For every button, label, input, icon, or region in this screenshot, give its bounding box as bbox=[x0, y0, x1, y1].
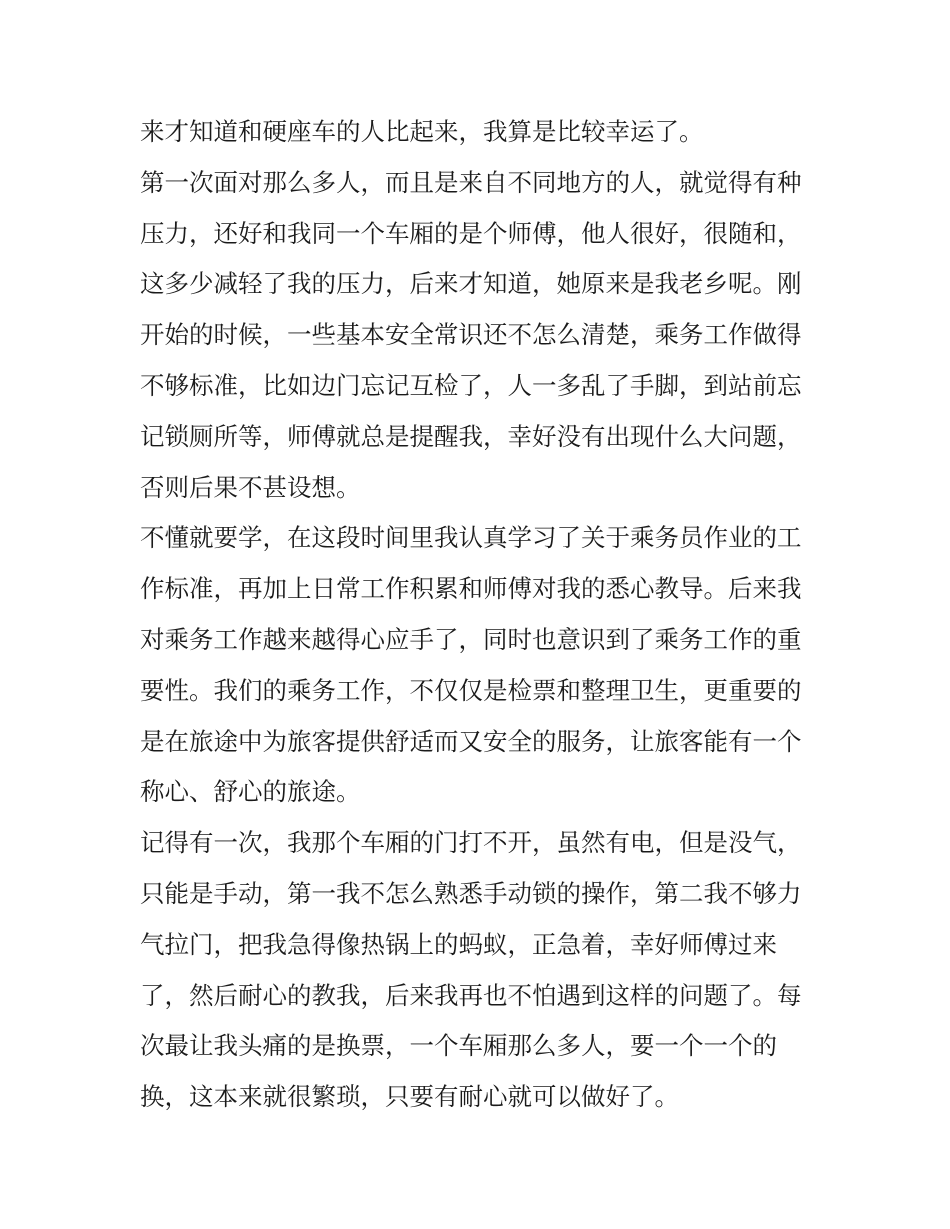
text-line: 对乘务工作越来越得心应手了，同时也意识到了乘务工作的重 bbox=[140, 624, 802, 654]
text-line: 记锁厕所等，师傅就总是提醒我，幸好没有出现什么大问题， bbox=[140, 421, 802, 451]
text-line: 换，这本来就很繁琐，只要有耐心就可以做好了。 bbox=[140, 1082, 679, 1112]
text-line: 作标准，再加上日常工作积累和师傅对我的悉心教导。后来我 bbox=[140, 574, 802, 604]
text-line: 了，然后耐心的教我，后来我再也不怕遇到这样的问题了。每 bbox=[140, 980, 802, 1010]
text-line: 开始的时候，一些基本安全常识还不怎么清楚，乘务工作做得 bbox=[140, 320, 802, 350]
text-line: 是在旅途中为旅客提供舒适而又安全的服务，让旅客能有一个 bbox=[140, 726, 802, 756]
text-line: 否则后果不甚设想。 bbox=[140, 472, 361, 502]
text-line: 只能是手动，第一我不怎么熟悉手动锁的操作，第二我不够力 bbox=[140, 878, 802, 908]
text-line: 第一次面对那么多人，而且是来自不同地方的人，就觉得有种 bbox=[140, 167, 802, 197]
text-line: 不够标准，比如边门忘记互检了，人一多乱了手脚，到站前忘 bbox=[140, 370, 802, 400]
text-line: 要性。我们的乘务工作，不仅仅是检票和整理卫生，更重要的 bbox=[140, 675, 802, 705]
text-line: 气拉门，把我急得像热锅上的蚂蚁，正急着，幸好师傅过来 bbox=[140, 929, 777, 959]
text-line: 记得有一次，我那个车厢的门打不开，虽然有电，但是没气， bbox=[140, 828, 802, 858]
text-line: 称心、舒心的旅途。 bbox=[140, 777, 361, 807]
text-line: 这多少减轻了我的压力，后来才知道，她原来是我老乡呢。刚 bbox=[140, 269, 802, 299]
text-line: 压力，还好和我同一个车厢的是个师傅，他人很好，很随和， bbox=[140, 218, 802, 248]
text-line: 次最让我头痛的是换票，一个车厢那么多人，要一个一个的 bbox=[140, 1031, 777, 1061]
text-line: 不懂就要学，在这段时间里我认真学习了关于乘务员作业的工 bbox=[140, 523, 802, 553]
text-line: 来才知道和硬座车的人比起来，我算是比较幸运了。 bbox=[140, 117, 704, 146]
document-body bbox=[140, 107, 820, 1123]
